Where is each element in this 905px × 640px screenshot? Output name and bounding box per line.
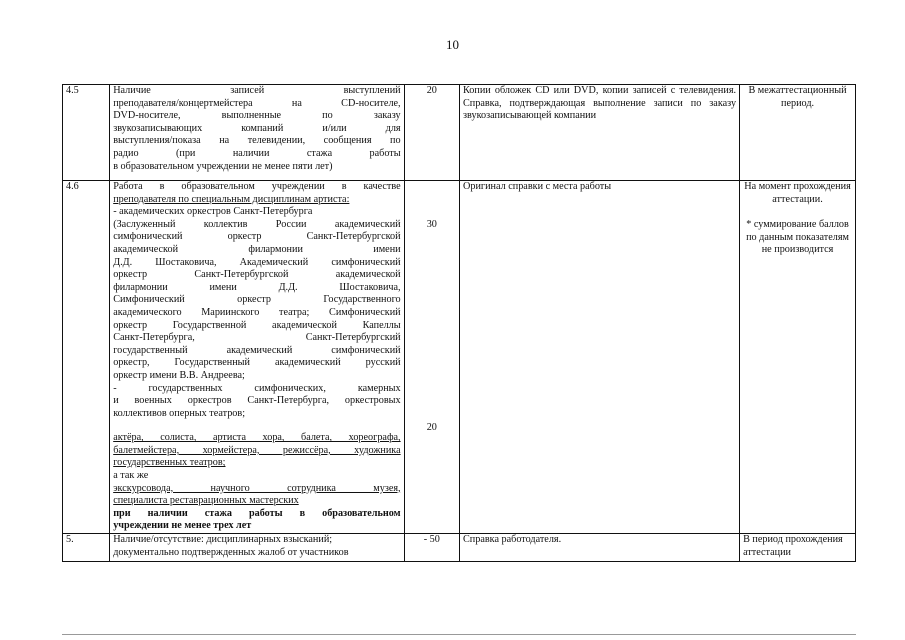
description-line: учреждении не менее трех лет	[113, 520, 252, 532]
description-line: балетмейстера, хормейстера, режиссёра, художника	[113, 444, 401, 456]
description-line: - государственных симфонических, камерных	[113, 382, 401, 394]
description-line: Работа в образовательном учреждении в качестве	[113, 181, 401, 192]
description-line: Д.Д. Шостаковича, Академический симфонический	[113, 256, 401, 268]
row-description	[110, 534, 404, 562]
row-number: 4.5	[63, 85, 110, 181]
row-note	[740, 181, 856, 534]
row-documents: Копии обложек CD или DVD, копии записей с телевидения. Справка, подтверждающая выполнение записи по заказу звукозаписывающей компании	[460, 85, 740, 181]
description-line: DVD-носителе, выполненные по заказу	[113, 110, 401, 122]
note-text: На момент прохождения аттестации.	[744, 181, 851, 205]
description-line: оркестр, Государственный академический русский	[113, 357, 401, 369]
row-documents: Справка работодателя.	[460, 534, 740, 562]
description-line: звукозаписывающих компаний и/или для	[113, 122, 401, 134]
description-line: оркестр имени В.В. Андреева;	[113, 369, 245, 381]
description-line: Санкт-Петербурга, Санкт-Петербургский	[113, 332, 401, 344]
description-line: специалиста реставрационных мастерских	[113, 495, 299, 507]
criteria-table	[62, 84, 856, 562]
row-points: 20	[404, 85, 459, 181]
description-line: документально подтвержденных жалоб от участников	[113, 546, 349, 558]
description-line: академической филармонии имени	[113, 243, 401, 255]
description-line: радио (при наличии стажа работы	[113, 147, 401, 159]
row-documents: Оригинал справки с места работы	[460, 181, 740, 534]
row-number: 5.	[63, 534, 110, 562]
description-line: Наличие/отсутствие: дисциплинарных взысканий;	[113, 534, 333, 546]
description-line: и военных оркестров Санкт-Петербурга, оркестровых	[113, 395, 401, 407]
description-line: актёра, солиста, артиста хора, балета, хореографа,	[113, 432, 401, 444]
description-line: Симфонический оркестр Государственного	[113, 294, 401, 306]
description-line: академического Мариинского театра; Симфонический	[113, 306, 401, 318]
description-line: экскурсовода, научного сотрудника музея,	[113, 482, 401, 494]
description-line: при наличии стажа работы в образовательном	[113, 507, 401, 519]
table-row	[63, 534, 856, 562]
description-line: государственный академический симфонический	[113, 344, 401, 356]
description-line: в образовательном учреждении не менее пяти лет)	[113, 160, 333, 172]
page-bottom-rule	[62, 634, 856, 635]
table-row	[63, 181, 856, 534]
row-description	[110, 85, 404, 181]
description-line: оркестр Государственной академической Капеллы	[113, 319, 401, 331]
description-line: оркестр Санкт-Петербургской академической	[113, 269, 401, 281]
description-line: - академических оркестров Санкт-Петербурга	[113, 206, 313, 218]
description-line: Наличие записей выступлений	[113, 85, 401, 96]
description-line: преподавателя по специальным дисциплинам артиста:	[113, 193, 350, 205]
page-number: 10	[446, 37, 459, 52]
description-line: симфонический оркестр Санкт-Петербургской	[113, 231, 401, 243]
table-row	[63, 85, 856, 181]
row-number: 4.6	[63, 181, 110, 534]
row-points: - 50	[404, 534, 459, 562]
points-value: 30	[426, 219, 437, 230]
description-line: преподавателя/концертмейстера на CD-носителе,	[113, 97, 401, 109]
row-points	[404, 181, 459, 534]
row-description	[110, 181, 404, 534]
points-value: 20	[426, 421, 437, 433]
description-line: филармонии имени Д.Д. Шостаковича,	[113, 281, 401, 293]
description-line: коллективов оперных театров;	[113, 407, 246, 419]
description-line: выступления/показа на телевидении, сообщения по	[113, 135, 401, 147]
row-note: В период прохождения аттестации	[740, 534, 856, 562]
note-text: * суммирование баллов по данным показателям не производится	[746, 219, 849, 256]
description-line: а так же	[113, 470, 149, 482]
row-note: В межаттестационный период.	[740, 85, 856, 181]
description-line: государственных театров;	[113, 457, 226, 469]
description-line: (Заслуженный коллектив России академический	[113, 218, 401, 230]
